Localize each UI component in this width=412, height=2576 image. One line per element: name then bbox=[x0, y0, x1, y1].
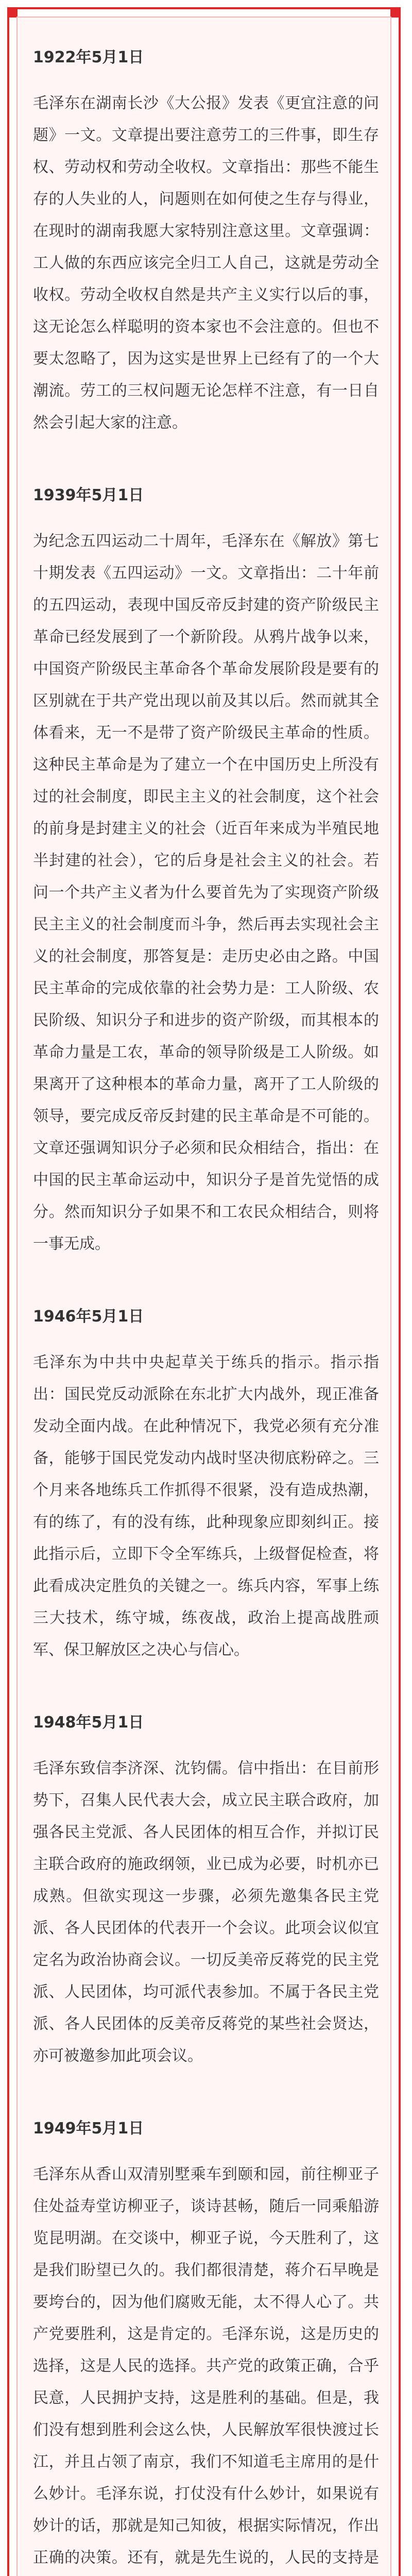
section-1939 bbox=[33, 467, 379, 1260]
section-date: 1939年5月1日 bbox=[33, 486, 144, 504]
section-date: 1949年5月1日 bbox=[33, 2120, 144, 2138]
section-date: 1948年5月1日 bbox=[33, 1714, 144, 1732]
section-1949 bbox=[33, 2100, 379, 2576]
section-1946 bbox=[33, 1288, 379, 1666]
section-text: 毛泽东从香山双清别墅乘车到颐和园，前往柳亚子住处益寿堂访柳亚子，谈诗甚畅，随后一同乘船游览昆明湖。在交谈中，柳亚子说，今天胜利了，这是我们盼望已久的。我们都很清楚，蒋介石早晚是要垮台的，因为他们腐败无能，太不得人心了。共产党要胜利，这是肯定的。毛泽东说，这是历史的选择，这是人民的选择。共产党的政策正确，合乎民意，人民拥护支持，这是胜利的基础。但是，我们没有想到胜利会这么快，人民解放军很快渡过长江，并且占领了南京，我们不知道毛主席用的是什么妙计。毛泽东说，打仗没有什么妙计，如果说有妙计的话，那就是知己知彼，根据实际情况，作出正确的决策。还有，就是先生说的，人民的支持是 bbox=[33, 2165, 379, 2567]
section-date: 1922年5月1日 bbox=[33, 48, 144, 66]
section-text: 毛泽东在湖南长沙《大公报》发表《更宜注意的问题》一文。文章提出要注意劳工的三件事，即生存权、劳动权和劳动全收权。文章指出：那些不能生存的人失业的人，问题则在如何使之生存与得业，在现时的湖南我愿大家特别注意这里。文章强调：工人做的东西应该完全归工人自己，这就是劳动全收权。劳动全收权自然是共产主义实行以后的事，这无论怎么样聪明的资本家也不会注意的。但也不要太忽略了，因为这实是世界上已经有了的一个大潮流。劳工的三权问题无论怎样不注意，有一日自然会引起大家的注意。 bbox=[33, 94, 379, 432]
section-1948 bbox=[33, 1694, 379, 2072]
section-text: 毛泽东为中共中央起草关于练兵的指示。指示指出：国民党反动派除在东北扩大内战外，现正准备发动全面内战。在此种情况下，我党必须有充分准备，能够于国民党发动内战时坚决彻底粉碎之。三个月来各地练兵工作抓得不很紧，没有造成热潮，有的练了，有的没有练，此种现象应即刻纠正。接此指示后，立即下令全军练兵，上级督促检查，将此看成决定胜负的关键之一。练兵内容，军事上练三大技术，练守城，练夜战，政治上提高战胜顽军、保卫解放区之决心与信心。 bbox=[33, 1353, 379, 1659]
section-text: 为纪念五四运动二十周年，毛泽东在《解放》第七十期发表《五四运动》一文。文章指出：二十年前的五四运动，表现中国反帝反封建的资产阶级民主革命已经发展到了一个新阶段。从鸦片战争以来，中国资产阶级民主革命各个革命发展阶段是要有的区别就在于共产党出现以前及其以后。然而就其全体看来，无一不是带了资产阶级民主革命的性质。这种民主革命是为了建立一个在中国历史上所没有过的社会制度，即民主主义的社会制度，这个社会的前身是封建主义的社会（近百年来成为半殖民地半封建的社会），它的后身是社会主义的社会。若问一个共产主义者为什么要首先为了实现资产阶级民主主义的社会制度而斗争，然后再去实现社会主义的社会制度，那答复是：走历史必由之路。中国民主革命的完成依靠的社会势力是：工人阶级、农民阶级、知识分子和进步的资产阶级，而其根本的革命力量是工农，革命的领导阶级是工人阶级。如果离开了这种根本的革命力量，离开了工人阶级的领导，要完成反帝反封建的民主革命是不可能的。文章还强调知识分子必须和民众相结合，指出：在中国的民主革命运动中，知识分子是首先觉悟的成分。然而知识分子如果不和工农民众相结合，则将一事无成。 bbox=[33, 532, 379, 1253]
section-1922 bbox=[33, 29, 379, 439]
article-body bbox=[33, 29, 379, 2576]
section-date: 1946年5月1日 bbox=[33, 1308, 144, 1326]
frame-corner bbox=[390, 8, 400, 18]
section-text: 毛泽东致信李济深、沈钧儒。信中指出：在目前形势下，召集人民代表大会，成立民主联合政府，加强各民主党派、各人民团体的相互合作，并拟订民主联合政府的施政纲领，业已成为必要，时机亦已成熟。但欲实现这一步骤，必须先邀集各民主党派、各人民团体的代表开一个会议。此项会议似宜定名为政治协商会议。一切反美帝反蒋党的民主党派、人民团体，均可派代表参加。不属于各民主党派、各人民团体的反美帝反蒋党的某些社会贤达，亦可被邀参加此项会议。 bbox=[33, 1759, 379, 2065]
